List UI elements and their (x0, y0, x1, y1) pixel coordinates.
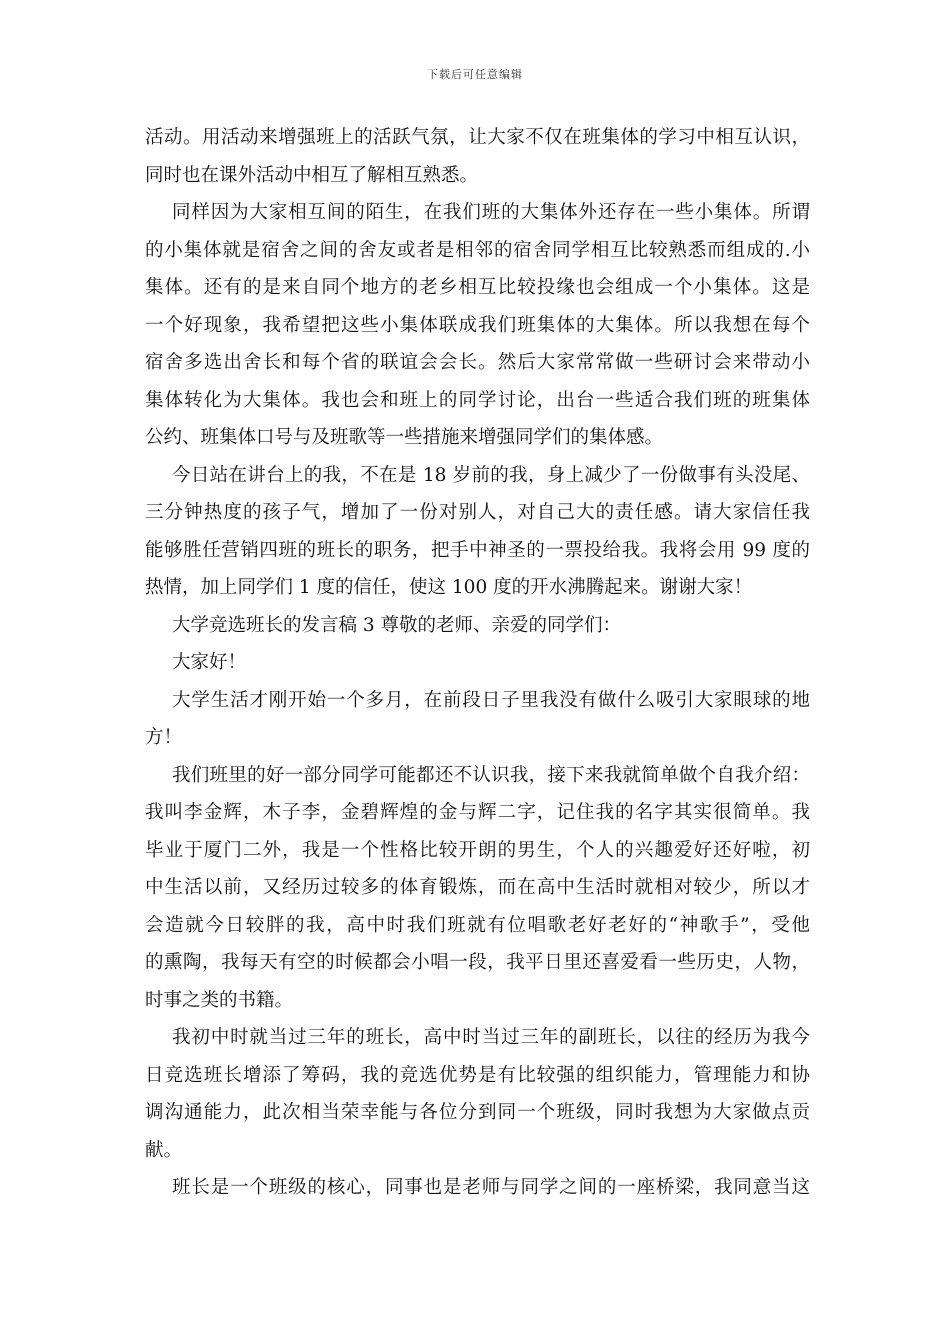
text-line: 班长是一个班级的核心，同事也是老师与同学之间的一座桥梁，我同意当这 (172, 1177, 810, 1198)
text-line: 今日站在讲台上的我，不在是 18 岁前的我，身上减少了一份做事有头没尾、 (172, 464, 810, 486)
text-line: 献。 (145, 1139, 183, 1161)
text-line: 我们班里的好一部分同学可能都还不认识我，接下来我就简单做个自我介绍： (172, 764, 810, 786)
text-line: 时事之类的书籍。 (145, 989, 294, 1011)
text-line: 中生活以前，又经历过较多的体育锻炼，而在高中生活时就相对较少，所以才 (145, 877, 810, 898)
text-line: 三分钟热度的孩子气，增加了一份对别人，对自己大的责任感。请大家信任我 (145, 502, 810, 523)
page-header: 下载后可任意编辑 (427, 68, 523, 81)
text-line: 集体。还有的是来自同个地方的老乡相互比较投缘也会组成一个小集体。这是 (145, 277, 810, 298)
text-line: 能够胜任营销四班的班长的职务，把手中神圣的一票投给我。我将会用 99 度的 (145, 539, 810, 561)
document-body (145, 119, 810, 1207)
text-line: 大学竞选班长的发言稿 3 尊敬的老师、亲爱的同学们： (172, 614, 622, 636)
text-line: 毕业于厦门二外，我是一个性格比较开朗的男生，个人的兴趣爱好还好啦，初 (145, 839, 810, 861)
text-line: 活动。用活动来增强班上的活跃气氛，让大家不仅在班集体的学习中相互认识， (145, 127, 810, 148)
text-line: 同时也在课外活动中相互了解相互熟悉。 (145, 164, 479, 186)
text-line: 大学生活才刚开始一个多月，在前段日子里我没有做什么吸引大家眼球的地 (172, 689, 810, 711)
text-line: 的熏陶，我每天有空的时候都会小唱一段，我平日里还喜爱看一些历史，人物， (145, 952, 810, 973)
text-line: 会造就今日较胖的我，高中时我们班就有位唱歌老好老好的“神歌手”，受他 (145, 914, 810, 936)
text-line: 一个好现象，我希望把这些小集体联成我们班集体的大集体。所以我想在每个 (145, 314, 810, 336)
text-line: 我叫李金辉，木子李，金碧辉煌的金与辉二字，记住我的名字其实很简单。我 (145, 802, 810, 823)
text-line: 热情，加上同学们 1 度的信任，使这 100 度的开水沸腾起来。谢谢大家！ (145, 577, 753, 598)
text-line: 公约、班集体口号与及班歌等一些措施来增强同学们的集体感。 (145, 427, 664, 448)
text-line: 宿舍多选出舍长和每个省的联谊会会长。然后大家常常做一些研讨会来带动小 (145, 352, 810, 373)
text-line: 方！ (145, 727, 183, 748)
text-line: 我初中时就当过三年的班长，高中时当过三年的副班长，以往的经历为我今 (172, 1027, 810, 1048)
text-line: 同样因为大家相互间的陌生，在我们班的大集体外还存在一些小集体。所谓 (172, 202, 810, 223)
text-line: 的小集体就是宿舍之间的舍友或者是相邻的宿舍同学相互比较熟悉而组成的.小 (145, 239, 810, 261)
text-line: 大家好！ (172, 652, 247, 673)
text-line: 集体转化为大集体。我也会和班上的同学讨论，出台一些适合我们班的班集体 (145, 389, 810, 411)
text-line: 调沟通能力，此次相当荣幸能与各位分到同一个班级，同时我想为大家做点贡 (145, 1102, 810, 1123)
text-line: 日竞选班长增添了筹码，我的竞选优势是有比较强的组织能力，管理能力和协 (145, 1064, 810, 1086)
